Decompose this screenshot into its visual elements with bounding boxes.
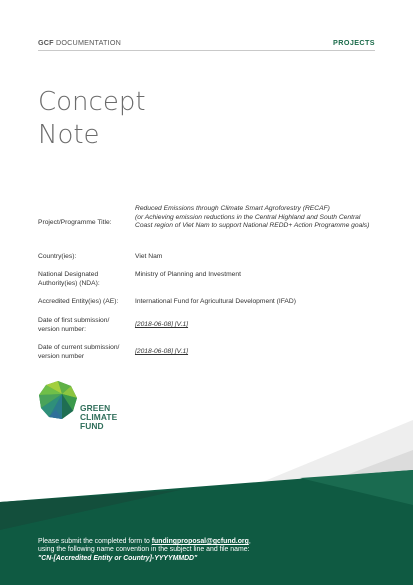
- first-submission-label: Date of first submission/ version number:: [38, 317, 110, 333]
- country-value: Viet Nam: [135, 253, 163, 260]
- info-row-nda: [38, 271, 373, 291]
- name-convention: "CN-[Accredited Entity or Country]-YYYYMMDD": [38, 554, 198, 562]
- gcf-logo: [38, 380, 138, 435]
- gcf-logo-wordmark: [80, 404, 117, 430]
- document-title: [38, 86, 146, 152]
- current-submission-date: [2018-06-08] [V.1]: [135, 348, 189, 355]
- submission-email-link[interactable]: fundingproposal@gcfund.org: [151, 538, 249, 545]
- ae-value: International Fund for Agricultural Development (IFAD): [135, 298, 296, 305]
- project-title-value: [135, 205, 373, 231]
- instructions-prefix: Please submit the completed form to: [38, 538, 152, 545]
- project-title-label: Project/Programme Title:: [38, 219, 112, 226]
- header-divider: [38, 50, 375, 51]
- info-row-current-submission: [38, 344, 373, 364]
- page-header: [38, 38, 375, 50]
- info-row-project-title: [38, 205, 373, 245]
- ae-label: Accredited Entity(ies) (AE):: [38, 298, 119, 305]
- info-row-first-submission: [38, 317, 373, 337]
- info-row-ae: [38, 298, 373, 308]
- current-submission-label: Date of current submission/ version number: [38, 344, 120, 360]
- logo-word-fund: FUND: [80, 420, 104, 431]
- nda-value: Ministry of Planning and Investment: [135, 271, 241, 278]
- project-title-sub: (or Achieving emission reductions in the Central Highland and South Central Coast region of Viet Nam to support National REDD+ Action Programme goals): [135, 213, 370, 230]
- country-label: Country(ies):: [38, 253, 77, 260]
- logo-word-climate: CLIMATE: [80, 411, 118, 422]
- instructions-suffix: ,: [248, 538, 251, 545]
- gcf-documentation-label: [38, 38, 121, 47]
- first-submission-date: [2018-06-08] [V.1]: [135, 321, 189, 328]
- nda-label: National Designated Authority(ies) (NDA):: [38, 271, 100, 287]
- instructions-line-2: using the following name convention in the subject line and file name:: [38, 546, 250, 554]
- submission-instructions: [38, 538, 378, 563]
- first-submission-value: [135, 321, 373, 330]
- instructions-line-1: [38, 538, 378, 546]
- title-line-2: Note: [38, 120, 100, 150]
- title-line-1: Concept: [38, 87, 146, 117]
- project-title-main: Reduced Emissions through Climate Smart Agroforestry (RECAF): [135, 205, 330, 212]
- gcf-globe-icon: [38, 380, 78, 420]
- current-submission-value: [135, 348, 373, 357]
- projects-label: PROJECTS: [333, 38, 375, 47]
- gcf-label: GCF: [38, 38, 54, 47]
- logo-word-green: GREEN: [80, 403, 111, 413]
- info-row-country: [38, 253, 373, 263]
- documentation-label: DOCUMENTATION: [55, 38, 122, 47]
